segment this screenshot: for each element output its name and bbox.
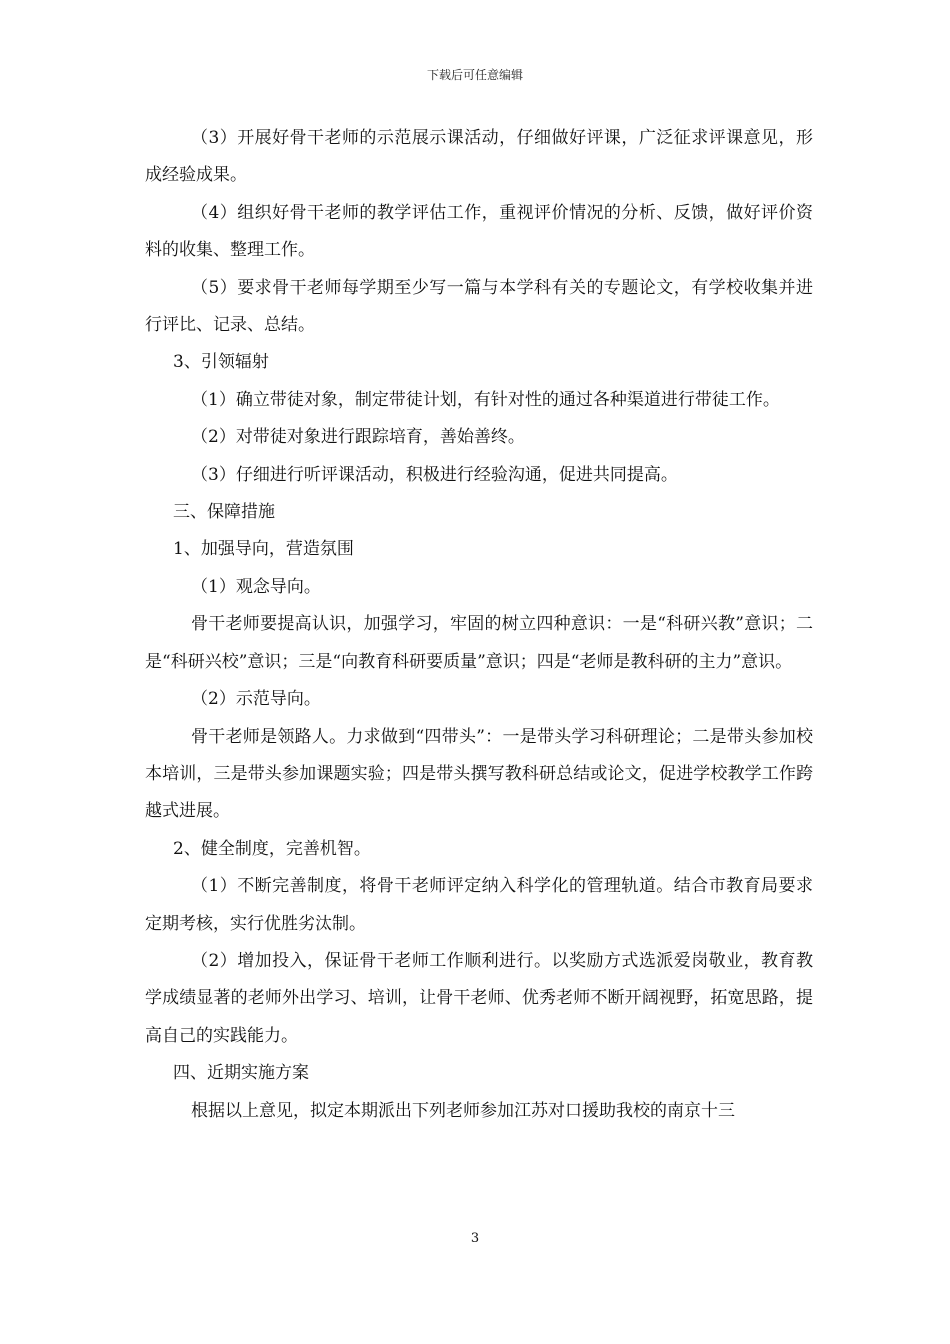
- paragraph: 根据以上意见，拟定本期派出下列老师参加江苏对口援助我校的南京十三: [191, 1100, 735, 1121]
- document-body: [145, 120, 813, 1130]
- paragraph: （1）观念导向。: [191, 576, 321, 597]
- paragraph: 骨干老师是领路人。力求做到“四带头”：一是带头学习科研理论；二是带头参加校本培训，三是带头参加课题实验；四是带头撰写教科研总结或论文，促进学校教学工作跨越式进展。: [145, 726, 813, 822]
- section-heading: 四、近期实施方案: [173, 1063, 309, 1084]
- paragraph: （2）示范导向。: [191, 689, 321, 710]
- paragraph: （4）组织好骨干老师的教学评估工作，重视评价情况的分析、反馈，做好评价资料的收集、整理工作。: [145, 202, 813, 261]
- paragraph: （2）对带徒对象进行跟踪培育，善始善终。: [191, 427, 525, 448]
- paragraph: （5）要求骨干老师每学期至少写一篇与本学科有关的专题论文，有学校收集并进行评比、记录、总结。: [145, 277, 813, 336]
- paragraph: （3）仔细进行听评课活动，积极进行经验沟通，促进共同提高。: [191, 464, 678, 485]
- section-heading: 三、保障措施: [173, 502, 275, 523]
- paragraph: （3）开展好骨干老师的示范展示课活动，仔细做好评课，广泛征求评课意见，形成经验成果。: [145, 128, 813, 186]
- paragraph: （1）确立带徒对象，制定带徒计划，有针对性的通过各种渠道进行带徒工作。: [191, 389, 780, 410]
- section-heading: 2、健全制度，完善机智。: [173, 838, 371, 859]
- section-heading: 3、引领辐射: [173, 352, 269, 373]
- paragraph: （1）不断完善制度，将骨干老师评定纳入科学化的管理轨道。结合市教育局要求定期考核，实行优胜劣汰制。: [145, 876, 813, 934]
- page-header: 下载后可任意编辑: [426, 68, 523, 82]
- paragraph: 骨干老师要提高认识，加强学习，牢固的树立四种意识：一是“科研兴教”意识；二是“科研兴校”意识；三是“向教育科研要质量”意识；四是“老师是教科研的主力”意识。: [145, 614, 813, 672]
- paragraph: （2）增加投入，保证骨干老师工作顺利进行。以奖励方式选派爱岗敬业，教育教学成绩显著的老师外出学习、培训，让骨干老师、优秀老师不断开阔视野，拓宽思路，提高自己的实践能力。: [145, 950, 813, 1046]
- section-heading: 1、加强导向，营造氛围: [173, 539, 354, 560]
- page-number: 3: [470, 1231, 480, 1246]
